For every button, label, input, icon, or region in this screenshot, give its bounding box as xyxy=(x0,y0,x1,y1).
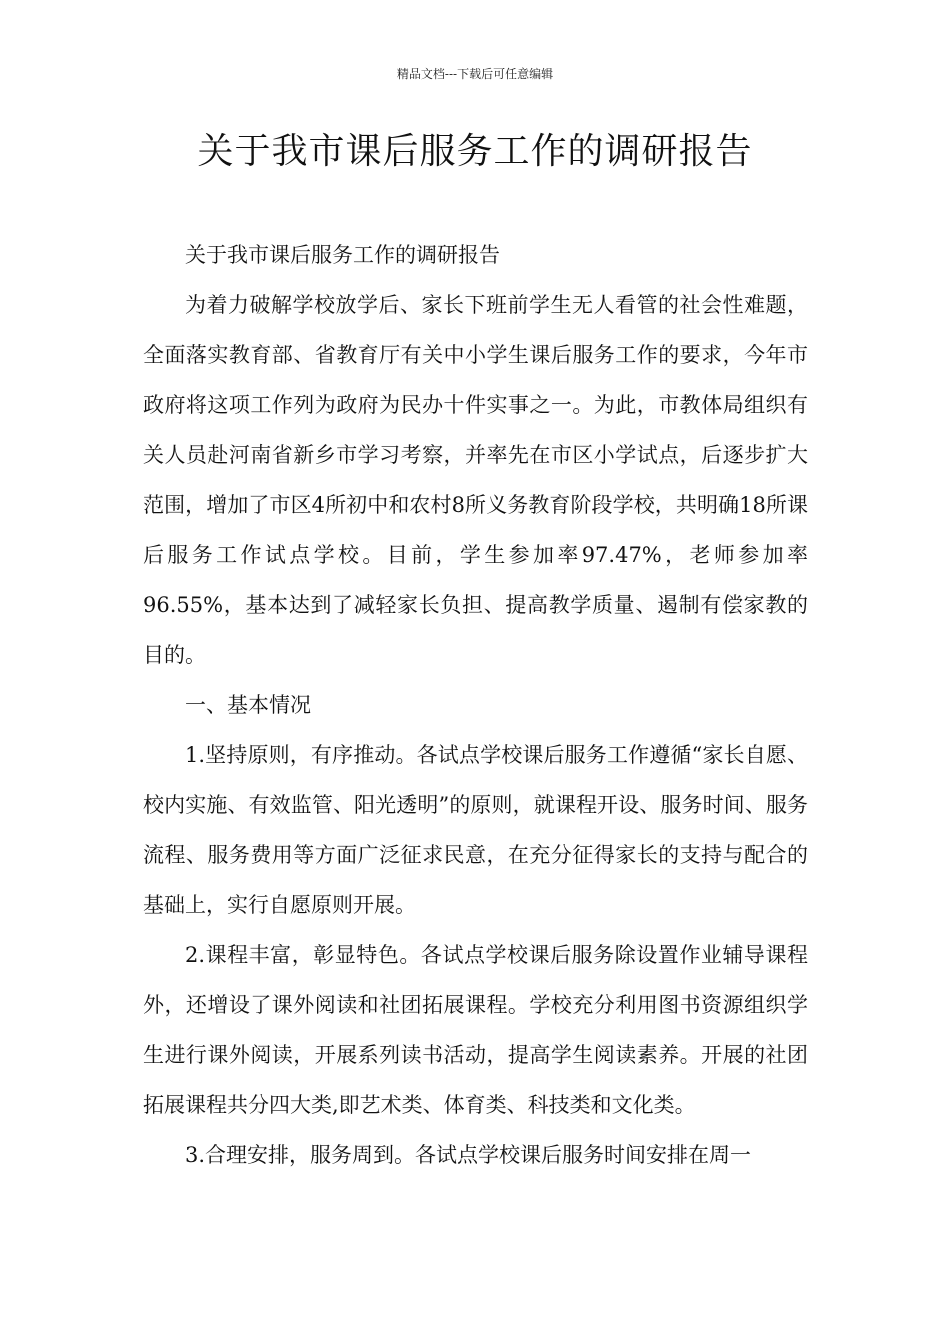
document-body xyxy=(143,230,808,1180)
subtitle-paragraph: 关于我市课后服务工作的调研报告 xyxy=(185,243,500,267)
body-paragraph: 2.课程丰富，彰显特色。各试点学校课后服务除设置作业辅导课程外，还增设了课外阅读和社团拓展课程。学校充分利用图书资源组织学生进行课外阅读，开展系列读书活动，提高学生阅读素养。开展的社团拓展课程共分四大类,即艺术类、体育类、科技类和文化类。 xyxy=(143,943,808,1117)
body-paragraph: 3.合理安排，服务周到。各试点学校课后服务时间安排在周一 xyxy=(185,1143,752,1167)
body-paragraph: 1.坚持原则，有序推动。各试点学校课后服务工作遵循“家长自愿、校内实施、有效监管、阳光透明”的原则，就课程开设、服务时间、服务流程、服务费用等方面广泛征求民意，在充分征得家长的支持与配合的基础上，实行自愿原则开展。 xyxy=(143,743,808,917)
intro-paragraph: 为着力破解学校放学后、家长下班前学生无人看管的社会性难题，全面落实教育部、省教育厅有关中小学生课后服务工作的要求，今年市政府将这项工作列为政府为民办十件实事之一。为此，市教体局组织有关人员赴河南省新乡市学习考察，并率先在市区小学试点，后逐步扩大范围，增加了市区4所初中和农村8所义务教育阶段学校，共明确18所课后服务工作试点学校。目前，学生参加率97.47%，老师参加率96.55%，基本达到了减轻家长负担、提高教学质量、遏制有偿家教的目的。 xyxy=(143,293,808,667)
header-note: 精品文档---下载后可任意编辑 xyxy=(396,67,554,81)
document-title: 关于我市课后服务工作的调研报告 xyxy=(197,131,753,172)
section-heading: 一、基本情况 xyxy=(185,693,311,717)
